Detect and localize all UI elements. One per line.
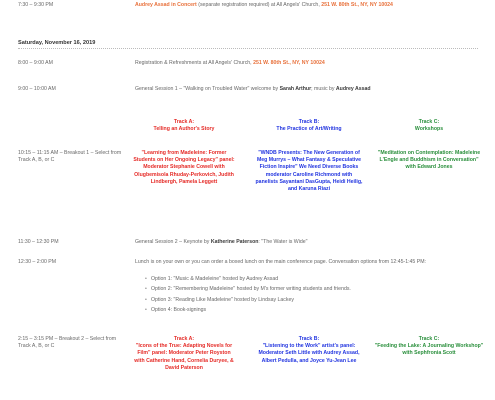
- breakout-2-track-a: [132, 336, 236, 372]
- lunch-option-2: • Option 2: "Remembering Madeleine" hosted by M's former writing students and friends.: [145, 286, 475, 293]
- breakout-2-track-b-label: Track B:: [298, 336, 320, 342]
- concert-description: [135, 2, 485, 9]
- lunch-option-3: • Option 3: "Reading Like Madeleine" hosted by Lindsay Lackey: [145, 297, 475, 304]
- track-c-label: Track C:: [418, 119, 440, 125]
- breakout-1-track-b: "WNDB Presents: The New Generation of Meg Murrys – What Fantasy & Speculative Fiction Inspire" We Need Diverse Books moderator Caroline Richmond with panelists Sayantani DasGupta, Heidi Heilig, and Karuna Riazi: [255, 150, 363, 193]
- track-c-header: [374, 119, 484, 133]
- lunch-text: Lunch is on your own or you can order a boxed lunch on the main conference page. Conversation options from 12:45-1:45 PM:: [135, 259, 426, 265]
- breakout-2-track-a-text: "Icons of the True: Adapting Novels for Film" panel: Moderator Peter Royston with Catherine Hand, Cornelia Duryee, & David Paterson: [134, 343, 234, 371]
- general-session-2-description: [135, 239, 475, 246]
- gs2-suffix: : "The Water is Wide": [258, 239, 308, 245]
- breakout-2-track-c-label: Track C:: [418, 336, 440, 342]
- track-b-title: The Practice of Art/Writing: [276, 126, 342, 133]
- lunch-description: [135, 259, 475, 317]
- breakout-1-track-c: "Meditation on Contemplation: Madeleine L'Engle and Buddhism in Conversation" with Edward Jones: [377, 150, 481, 171]
- breakout-2-track-a-label: Track A:: [173, 336, 195, 342]
- lunch-options-list: [145, 276, 475, 314]
- concert-note: (separate registration required) at All Angels' Church,: [196, 2, 322, 8]
- registration-address-link[interactable]: 251 W. 80th St., NY, NY 10024: [253, 60, 325, 66]
- track-a-title: Telling an Author's Story: [153, 126, 215, 133]
- lunch-option-1: • Option 1: "Music & Madeleine" hosted by Audrey Assad: [145, 276, 475, 283]
- registration-time: 8:00 – 9:00 AM: [18, 60, 53, 66]
- day-heading: Saturday, November 16, 2019: [18, 40, 96, 46]
- registration-text: Registration & Refreshments at All Angels' Church,: [135, 60, 254, 66]
- breakout-2-time: 2:15 – 3:15 PM – Breakout 2 – Select from Track A, B, or C: [18, 336, 117, 350]
- track-a-header: [132, 119, 236, 133]
- breakout-2-track-c-text: "Feeding the Lake: A Journaling Workshop" with Sephfronia Scott: [374, 343, 484, 357]
- breakout-2-track-c: [374, 336, 484, 358]
- concert-address-link[interactable]: 251 W. 80th St., NY, NY 10024: [321, 2, 393, 8]
- gs1-musician: Audrey Assad: [335, 86, 371, 92]
- breakout-1-time: 10:15 – 11:15 AM – Breakout 1 – Select from Track A, B, or C: [18, 150, 122, 164]
- gs1-prefix: General Session 1 – "Walking on Troubled Water" welcome by: [135, 86, 280, 92]
- track-a-label: Track A:: [173, 119, 195, 125]
- registration-description: [135, 60, 475, 67]
- gs1-speaker: Sarah Arthur: [279, 86, 312, 92]
- lunch-time: 12:30 – 2:00 PM: [18, 259, 57, 265]
- concert-time: 7:30 – 9:30 PM: [18, 2, 54, 8]
- general-session-1-description: [135, 86, 475, 93]
- general-session-2-time: 11:30 – 12:30 PM: [18, 239, 59, 245]
- track-b-header: [255, 119, 363, 133]
- gs2-prefix: General Session 2 – Keynote by: [135, 239, 211, 245]
- lunch-option-4: • Option 4: Book-signings: [145, 307, 475, 314]
- gs2-speaker: Katherine Paterson: [210, 239, 259, 245]
- track-b-label: Track B:: [298, 119, 320, 125]
- day-divider: [18, 48, 478, 49]
- gs1-mid: ; music by: [311, 86, 336, 92]
- breakout-1-track-a: "Learning from Madeleine: Former Students on Her Ongoing Legacy" panel: Moderator Stephanie Cowell with Olugbemisola Rhuday-Perkovich, Judith Lindbergh, Pamela Leggett: [133, 150, 235, 185]
- concert-event-link[interactable]: Audrey Assad in Concert: [135, 2, 197, 8]
- breakout-2-track-b-text: "Listening to the Work" artist's panel: Moderator Seth Little with Audrey Assad, Albert Pedulla, and Joyce Yu-Jean Lee: [258, 343, 360, 364]
- track-c-title: Workshops: [414, 126, 444, 133]
- general-session-1-time: 9:00 – 10:00 AM: [18, 86, 56, 92]
- breakout-2-track-b: [255, 336, 363, 365]
